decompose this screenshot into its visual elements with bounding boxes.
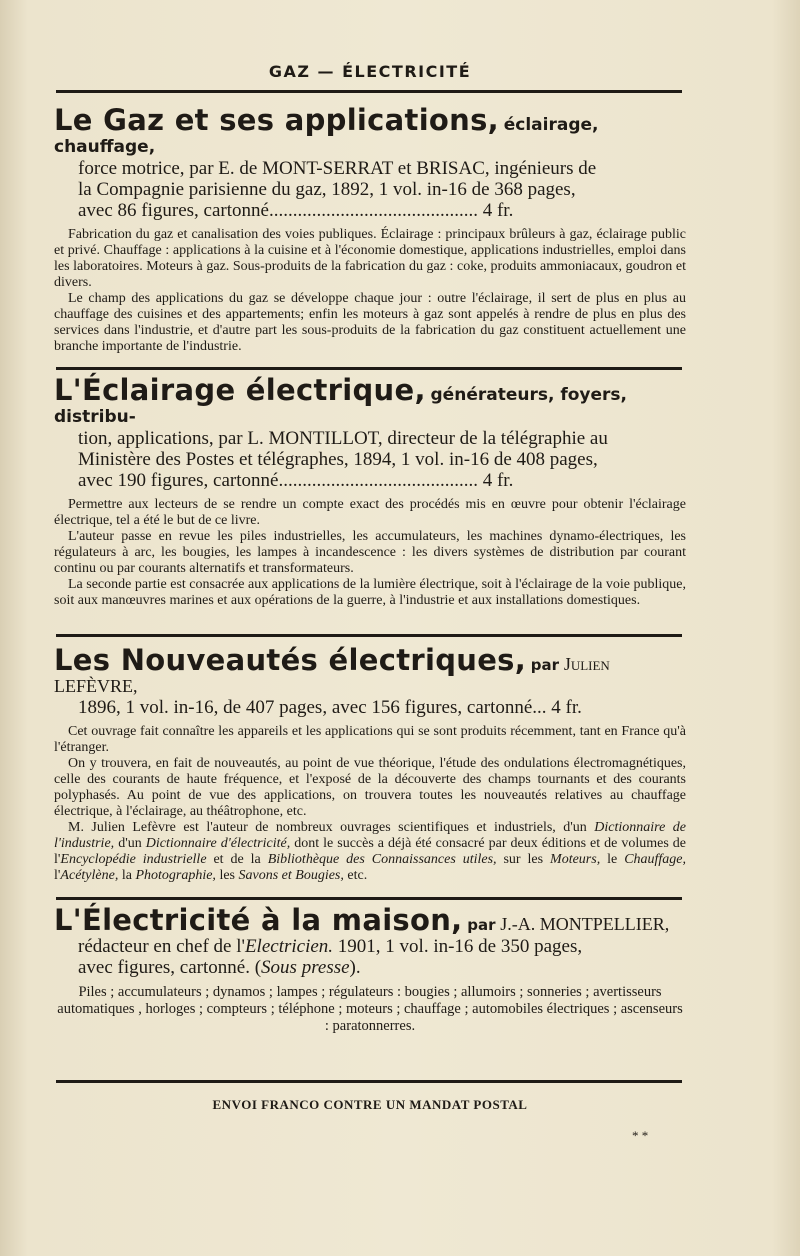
section-rule bbox=[56, 634, 682, 637]
author-prefix: par bbox=[530, 656, 560, 674]
text-run: le bbox=[607, 852, 618, 867]
book-description bbox=[54, 497, 686, 609]
text-run: M. Julien Lefèvre est l'auteur de nombreux ouvrages scientifiques et industriels, d'un bbox=[68, 820, 587, 835]
text-run: les bbox=[219, 868, 235, 883]
entry-heading bbox=[54, 903, 686, 978]
author-prefix: par bbox=[467, 916, 496, 934]
book-title: Les Nouveautés électriques, bbox=[54, 643, 527, 677]
book-entry-gaz bbox=[54, 103, 686, 355]
cited-title: Dictionnaire d'électricité, bbox=[145, 836, 291, 851]
book-title: Le Gaz et ses applications, bbox=[54, 103, 499, 137]
book-entry-maison bbox=[54, 903, 686, 1035]
description-paragraph: La seconde partie est consacrée aux applications de la lumière électrique, soit à l'éclairage de la voie publique, soit aux manœuvres marines et aux opérations de la guerre, à l'industrie et aux installations domestiques. bbox=[54, 577, 686, 608]
text-run: d'un bbox=[118, 836, 142, 851]
book-title: L'Électricité à la maison, bbox=[54, 903, 463, 937]
heading-line: avec 190 figures, cartonné.......................................... 4 fr. bbox=[78, 470, 514, 491]
footer-notice: ENVOI FRANCO CONTRE UN MANDAT POSTAL bbox=[212, 1097, 528, 1112]
book-author: J.-A. MONTPELLIER, bbox=[500, 914, 670, 934]
heading-line bbox=[54, 957, 686, 978]
cited-title: Chauffage, bbox=[624, 852, 687, 867]
running-head: GAZ — ÉLECTRICITÉ bbox=[268, 62, 472, 81]
description-paragraph: Le champ des applications du gaz se développe chaque jour : outre l'éclairage, il sert de plus en plus au chauffage des cuisines et des appartements; enfin les moteurs à gaz sont appelés à rendre de plus en plus des services dans l'industrie, et d'autre part les sous-produits de la fabrication du gaz constituent actuellement une branche importante de l'industrie. bbox=[54, 291, 686, 354]
description-paragraph: Fabrication du gaz et canalisation des voies publiques. Éclairage : principaux brûleurs à gaz, éclairage public et privé. Chauffage : applications à la cuisine et à l'économie domestique, applications industrielles, emploi dans les laboratoires. Moteurs à gaz. Sous-produits de la fabrication du gaz : coke, produits ammoniacaux, goudron et divers. bbox=[54, 227, 686, 290]
text-run: rédacteur en chef de l' bbox=[78, 936, 245, 957]
book-description bbox=[54, 984, 686, 1035]
description-paragraph: On y trouvera, en fait de nouveautés, au point de vue théorique, l'étude des ondulations électromagnétiques, celle des courants de haute fréquence, et l'exposé de la découverte des champs tournants et des courants polyphasés. Au point de vue des applications, on trouvera toutes les nouveautés relatives au chauffage électrique, à l'éclairage, au théâtrophone, etc. bbox=[54, 756, 686, 819]
description-paragraph: Cet ouvrage fait connaître les appareils et les applications qui se sont produits récemment, tant en France qu'à l'étranger. bbox=[54, 724, 686, 755]
publication-status: Sous presse bbox=[261, 957, 350, 978]
cited-title: Acétylène, bbox=[60, 868, 119, 883]
cited-title: Photographie, bbox=[135, 868, 216, 883]
text-run: 1901, 1 vol. in-16 de 350 pages, bbox=[337, 936, 583, 957]
entry-heading bbox=[54, 103, 686, 221]
book-entry-eclairage bbox=[54, 373, 686, 609]
book-author: Julien LEFÈVRE, bbox=[54, 654, 610, 696]
description-paragraph: Permettre aux lecteurs de se rendre un compte exact des procédés mis en œuvre pour obtenir l'éclairage électrique, tel a été le but de ce livre. bbox=[54, 497, 686, 528]
book-entry-nouveautes bbox=[54, 643, 687, 884]
description-paragraph: Piles ; accumulateurs ; dynamos ; lampes ; régulateurs : bougies ; allumoirs ; sonneries ; avertisseurs automatiques , horloges ; compteurs ; téléphone ; moteurs ; chauffage ; automobiles électriques ; ascenseurs : paratonnerres. bbox=[57, 984, 683, 1034]
cited-title: Bibliothèque des Connaissances utiles, bbox=[267, 852, 497, 867]
heading-line: la Compagnie parisienne du gaz, 1892, 1 vol. in-16 de 368 pages, bbox=[78, 179, 576, 200]
entry-heading bbox=[54, 373, 686, 491]
text-run: dont le succès a déjà été consacré par deux éditions et de volumes de l' bbox=[54, 836, 687, 867]
text-run: etc. bbox=[347, 868, 368, 883]
text-run: ). bbox=[349, 957, 361, 978]
book-subtitle: générateurs, foyers, distribu- bbox=[54, 385, 627, 427]
description-paragraph bbox=[54, 820, 686, 884]
heading-line: avec 86 figures, cartonné............................................ 4 fr. bbox=[78, 200, 514, 221]
cited-title: Electricien. bbox=[244, 936, 334, 957]
section-rule bbox=[56, 897, 682, 900]
heading-line: 1896, 1 vol. in-16, de 407 pages, avec 156 figures, cartonné... 4 fr. bbox=[78, 697, 582, 718]
heading-line bbox=[54, 936, 686, 957]
text-run: avec figures, cartonné. ( bbox=[78, 957, 262, 978]
entry-heading bbox=[54, 643, 686, 718]
section-rule bbox=[56, 367, 682, 370]
book-description bbox=[54, 227, 686, 355]
book-subtitle: éclairage, chauffage, bbox=[54, 115, 599, 157]
cited-title: Savons et Bougies, bbox=[238, 868, 344, 883]
cited-title: Encyclopédie industrielle bbox=[60, 852, 207, 867]
book-title: L'Éclairage électrique, bbox=[54, 373, 426, 407]
heading-line: Ministère des Postes et télégraphes, 1894, 1 vol. in-16 de 408 pages, bbox=[78, 449, 598, 470]
heading-line: force motrice, par E. de MONT-SERRAT et BRISAC, ingénieurs de bbox=[78, 158, 597, 179]
text-run: et de la bbox=[213, 852, 261, 867]
cited-title: Dictionnaire de l'industrie, bbox=[54, 820, 686, 851]
text-run: sur les bbox=[503, 852, 544, 867]
text-run: l' bbox=[54, 868, 61, 883]
text-run: la bbox=[121, 868, 132, 883]
footer-rule bbox=[56, 1080, 682, 1083]
book-description bbox=[54, 724, 686, 884]
signature-mark: * * bbox=[632, 1128, 649, 1143]
header-rule bbox=[56, 90, 682, 93]
heading-line: tion, applications, par L. MONTILLOT, directeur de la télégraphie au bbox=[78, 428, 608, 449]
description-paragraph: L'auteur passe en revue les piles industrielles, les accumulateurs, les machines dynamo-électriques, les régulateurs à arc, les bougies, les lampes à incandescence : les divers systèmes de distribution par courant continu ou par courants alternatifs et transformateurs. bbox=[54, 529, 686, 576]
cited-title: Moteurs, bbox=[550, 852, 601, 867]
